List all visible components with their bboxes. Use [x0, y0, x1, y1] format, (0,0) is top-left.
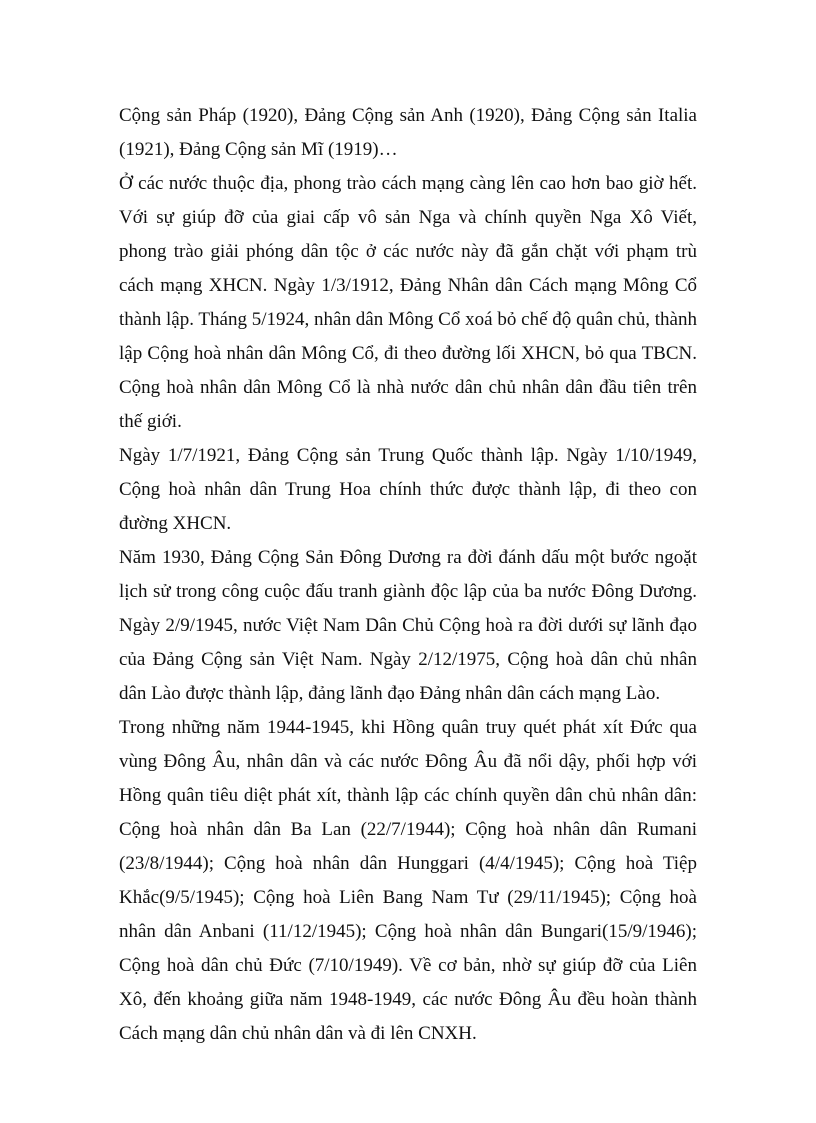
document-body [119, 99, 697, 1051]
paragraph-colonial-movements-mongolia: Ở các nước thuộc địa, phong trào cách mạng càng lên cao hơn bao giờ hết. Với sự giúp đỡ của giai cấp vô sản Nga và chính quyền Nga Xô Viết, phong trào giải phóng dân tộc ở các nước này đã gắn chặt với phạm trù cách mạng XHCN. Ngày 1/3/1912, Đảng Nhân dân Cách mạng Mông Cổ thành lập. Tháng 5/1924, nhân dân Mông Cổ xoá bỏ chế độ quân chủ, thành lập Cộng hoà nhân dân Mông Cổ, đi theo đường lối XHCN, bỏ qua TBCN. Cộng hoà nhân dân Mông Cổ là nhà nước dân chủ nhân dân đầu tiên trên thế giới. [119, 173, 697, 432]
paragraph-communist-parties-west: Cộng sản Pháp (1920), Đảng Cộng sản Anh (1920), Đảng Cộng sản Italia (1921), Đảng Cộng sản Mĩ (1919)… [119, 105, 697, 160]
paragraph-indochina: Năm 1930, Đảng Cộng Sản Đông Dương ra đời đánh dấu một bước ngoặt lịch sử trong công cuộc đấu tranh giành độc lập của ba nước Đông Dương. Ngày 2/9/1945, nước Việt Nam Dân Chủ Cộng hoà ra đời dưới sự lãnh đạo của Đảng Cộng sản Việt Nam. Ngày 2/12/1975, Cộng hoà dân chủ nhân dân Lào được thành lập, đảng lãnh đạo Đảng nhân dân cách mạng Lào. [119, 547, 697, 704]
paragraph-eastern-europe: Trong những năm 1944-1945, khi Hồng quân truy quét phát xít Đức qua vùng Đông Âu, nhân dân và các nước Đông Âu đã nổi dậy, phối hợp với Hồng quân tiêu diệt phát xít, thành lập các chính quyền dân chủ nhân dân: Cộng hoà nhân dân Ba Lan (22/7/1944); Cộng hoà nhân dân Rumani (23/8/1944); Cộng hoà nhân dân Hunggari (4/4/1945); Cộng hoà Tiệp Khắc(9/5/1945); Cộng hoà Liên Bang Nam Tư (29/11/1945); Cộng hoà nhân dân Anbani (11/12/1945); Cộng hoà nhân dân Bungari(15/9/1946); Cộng hoà dân chủ Đức (7/10/1949). Về cơ bản, nhờ sự giúp đỡ của Liên Xô, đến khoảng giữa năm 1948-1949, các nước Đông Âu đều hoàn thành Cách mạng dân chủ nhân dân và đi lên CNXH. [119, 717, 697, 1044]
paragraph-china: Ngày 1/7/1921, Đảng Cộng sản Trung Quốc thành lập. Ngày 1/10/1949, Cộng hoà nhân dân Trung Hoa chính thức được thành lập, đi theo con đường XHCN. [119, 445, 697, 534]
